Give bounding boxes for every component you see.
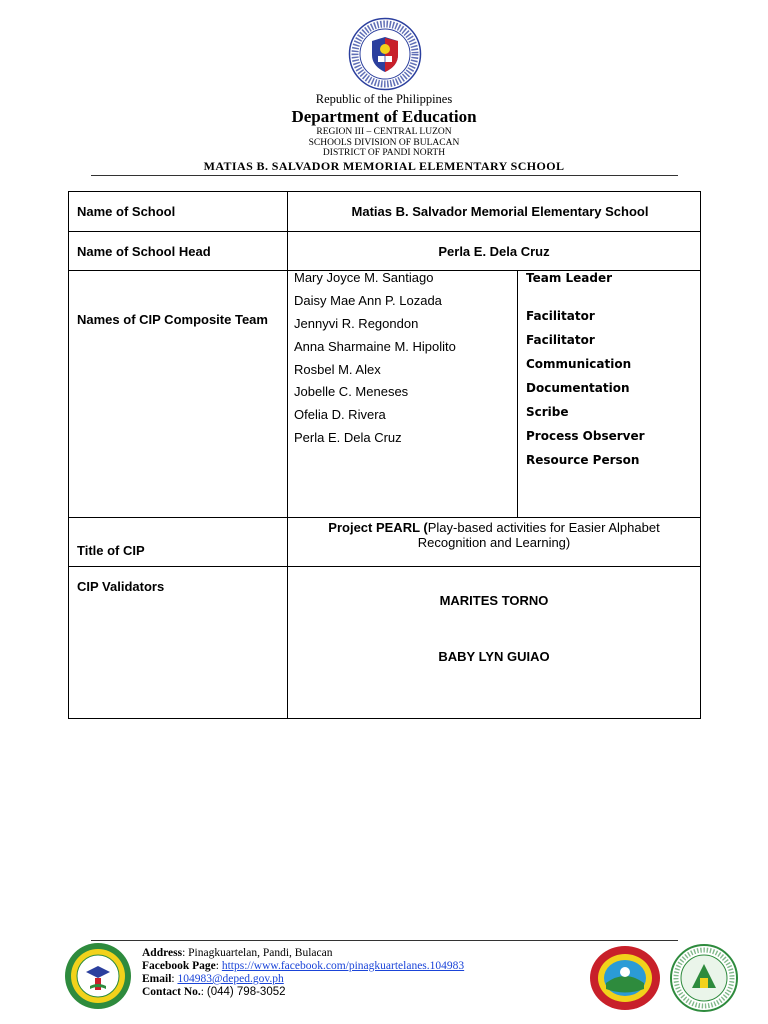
table-row	[69, 271, 701, 518]
cip-title-text-1: Play-based activities for Easier Alphabet	[427, 520, 660, 535]
member-name: Mary Joyce M. Santiago	[294, 270, 434, 285]
cip-title-text-2: Recognition and Learning)	[417, 535, 571, 550]
table-row	[69, 518, 701, 567]
school-logo	[64, 942, 132, 1010]
contact-separator: :	[200, 986, 207, 998]
member-role: Process Observer	[526, 429, 645, 443]
member-name: Jennyvi R. Regondon	[294, 316, 419, 331]
table-row	[69, 232, 701, 271]
email-label: Email	[142, 973, 172, 985]
department-title: Department of Education	[291, 107, 477, 126]
team-label: Names of CIP Composite Team	[69, 271, 288, 518]
facebook-link[interactable]: https://www.facebook.com/pinagkuartelanes.104983	[221, 960, 465, 972]
contact-label: Contact No.	[142, 986, 201, 998]
district-line: DISTRICT OF PANDI NORTH	[322, 148, 446, 158]
member-role: Team Leader	[526, 271, 613, 285]
footer-email	[142, 973, 464, 986]
email-link[interactable]: 104983@deped.gov.ph	[177, 973, 284, 985]
team-members-cell	[288, 271, 701, 518]
validators-label: CIP Validators	[69, 567, 288, 719]
cip-info-table	[68, 191, 701, 719]
cip-title-value	[288, 518, 701, 567]
school-label: Name of School	[69, 192, 288, 232]
footer-divider	[91, 940, 678, 941]
division-seal-logo	[589, 945, 661, 1011]
member-role: Resource Person	[526, 453, 640, 467]
member-name: Ofelia D. Rivera	[294, 407, 386, 422]
school-head-value: Perla E. Dela Cruz	[288, 232, 701, 271]
member-role: Scribe	[526, 405, 569, 419]
table-row	[69, 567, 701, 719]
footer-address	[142, 947, 464, 960]
member-role: Communication	[526, 357, 632, 371]
member-role: Documentation	[526, 381, 630, 395]
member-role: Facilitator	[526, 333, 595, 347]
contact-value: (044) 798-3052	[206, 986, 286, 998]
school-value: Matias B. Salvador Memorial Elementary School	[288, 192, 701, 232]
division-line: SCHOOLS DIVISION OF BULACAN	[308, 137, 460, 148]
validators-cell	[288, 567, 701, 719]
member-name: Anna Sharmaine M. Hipolito	[294, 339, 456, 354]
table-row	[69, 192, 701, 232]
cip-title-label: Title of CIP	[69, 518, 288, 567]
email-separator: :	[171, 973, 178, 985]
footer-facebook	[142, 960, 464, 973]
facebook-separator: :	[215, 960, 222, 972]
district-seal-logo	[668, 944, 740, 1012]
member-name: Rosbel M. Alex	[294, 362, 381, 377]
deped-seal-logo	[348, 17, 422, 91]
region-line: REGION III – CENTRAL LUZON	[316, 127, 452, 137]
footer-contact	[142, 947, 464, 999]
cip-title-bold: Project PEARL (	[328, 520, 428, 535]
school-name-header: MATIAS B. SALVADOR MEMORIAL ELEMENTARY SCHOOL	[203, 159, 565, 173]
republic-line: Republic of the Philippines	[315, 92, 453, 106]
member-role: Facilitator	[526, 309, 595, 323]
school-head-label: Name of School Head	[69, 232, 288, 271]
role-column-divider	[517, 270, 518, 518]
validator-name: MARITES TORNO	[439, 593, 549, 608]
member-name: Perla E. Dela Cruz	[294, 430, 402, 445]
address-value: : Pinagkuartelan, Pandi, Bulacan	[182, 947, 333, 959]
member-name: Daisy Mae Ann P. Lozada	[294, 293, 442, 308]
facebook-label: Facebook Page	[142, 960, 216, 972]
footer-contact-number	[142, 986, 464, 999]
member-name: Jobelle C. Meneses	[294, 384, 409, 399]
address-label: Address	[142, 947, 183, 959]
header-divider	[91, 175, 678, 176]
validator-name: BABY LYN GUIAO	[438, 649, 550, 664]
